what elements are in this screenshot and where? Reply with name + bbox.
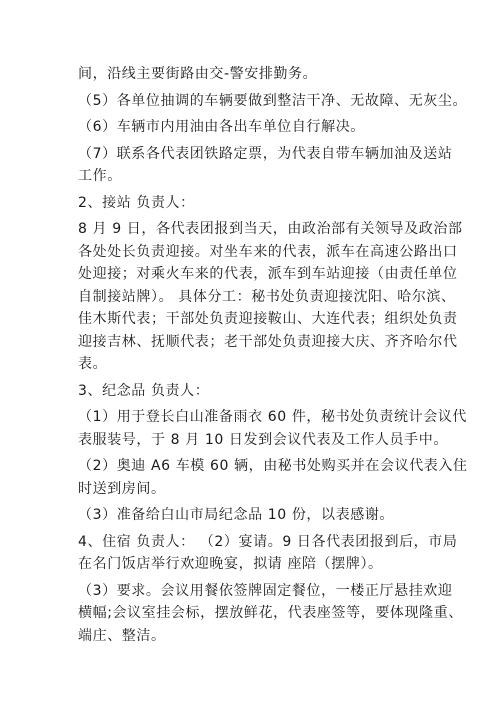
section-heading-reception bbox=[78, 192, 428, 215]
text-line: （6）车辆市内用油由各出车单位自行解决。 bbox=[78, 119, 365, 135]
text-line: 表。 bbox=[78, 356, 108, 372]
text-line: （5）各单位抽调的车辆要做到整洁干净、无故障、无灰尘。 bbox=[78, 92, 468, 109]
document-body bbox=[78, 63, 468, 647]
paragraph-item-5 bbox=[78, 90, 468, 113]
text-line: 各处处长负责迎接。对坐车来的代表，派车在高速公路出口 bbox=[78, 243, 458, 260]
text-line: 佳木斯代表；干部处负责迎接鞍山、大连代表；组织处负责 bbox=[78, 311, 458, 327]
paragraph-souvenir-3 bbox=[78, 504, 428, 527]
paragraph-reception bbox=[78, 218, 463, 376]
paragraph-lodging bbox=[78, 531, 458, 576]
text-line: 横幅;会议室挂会标，摆放鲜花，代表座签等，要体现隆重、 bbox=[78, 605, 463, 621]
text-line: 端庄、整洁。 bbox=[78, 627, 166, 644]
paragraph-requirements bbox=[78, 580, 463, 648]
text-line: 4、住宿 负责人： （2）宴请。9 日各代表团报到后，市局 bbox=[78, 533, 458, 550]
paragraph-souvenir-2 bbox=[78, 455, 468, 500]
text-line: 迎接吉林、抚顺代表；老干部处负责迎接大庆、齐齐哈尔代 bbox=[78, 333, 458, 350]
paragraph-item-6 bbox=[78, 116, 428, 139]
text-line: 3、纪念品 负责人： bbox=[78, 382, 210, 399]
paragraph-souvenir-1 bbox=[78, 406, 468, 451]
paragraph-item-7 bbox=[78, 143, 453, 188]
paragraph-traffic bbox=[78, 63, 428, 86]
text-line: 自制接站牌）。 具体分工：秘书处负责迎接沈阳、哈尔滨、 bbox=[78, 288, 456, 305]
text-line: 间，沿线主要街路由交-警安排勤务。 bbox=[78, 66, 318, 82]
text-line: 时送到房间。 bbox=[78, 480, 166, 497]
text-line: 在名门饭店举行欢迎晚宴，拟请 座陪（摆牌）。 bbox=[78, 556, 383, 572]
text-line: （3）要求。会议用餐依签牌固定餐位，一楼正厅悬挂欢迎 bbox=[78, 582, 453, 599]
text-line: （1）用于登长白山准备雨衣 60 件，秘书处负责统计会议代 bbox=[78, 409, 468, 425]
text-line: （2）奥迪 A6 车模 60 辆，由秘书处购买并在会议代表入住 bbox=[78, 458, 468, 474]
text-line: 表服装号，于 8 月 10 日发到会议代表及工作人员手中。 bbox=[78, 431, 448, 448]
text-line: 8 月 9 日，各代表团报到当天，由政治部有关领导及政治部 bbox=[78, 221, 463, 237]
text-line: 2、接站 负责人： bbox=[78, 194, 195, 211]
text-line: （7）联系各代表团铁路定票，为代表自带车辆加油及送站 bbox=[78, 145, 453, 162]
text-line: （3）准备给白山市局纪念品 10 份，以表感谢。 bbox=[78, 507, 395, 523]
section-heading-souvenir bbox=[78, 380, 428, 403]
text-line: 处迎接；对乘火车来的代表，派车到车站迎接（由责任单位 bbox=[78, 266, 458, 282]
text-line: 工作。 bbox=[78, 168, 122, 184]
